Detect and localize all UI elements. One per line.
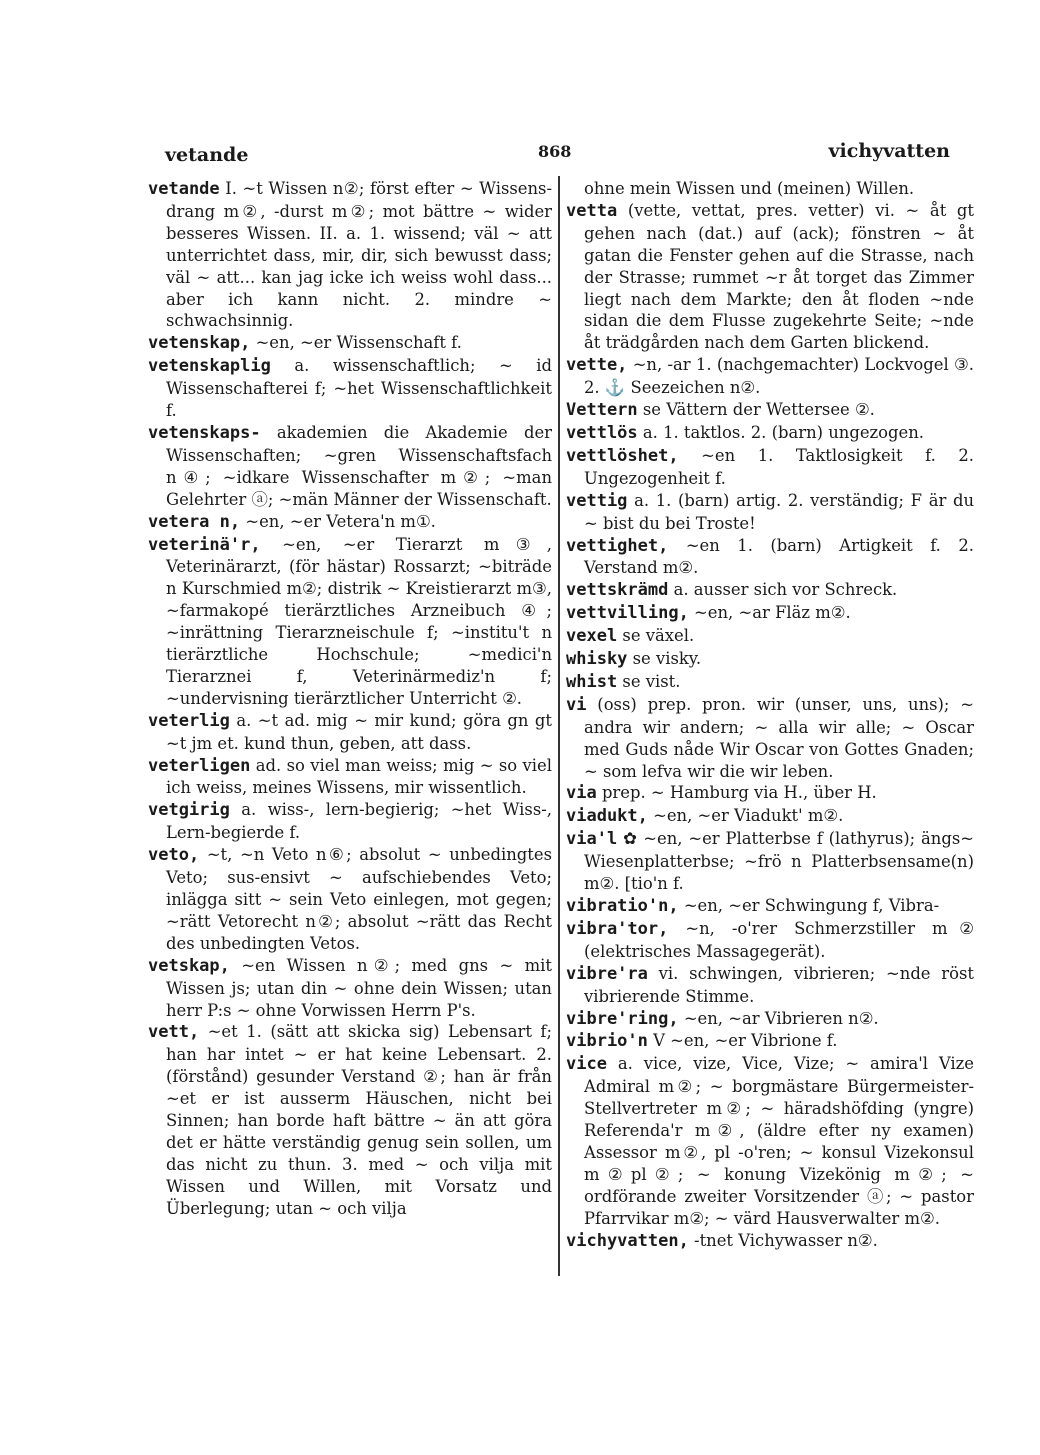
definition: I. ~t Wissen n②; först efter ~ Wissens-drang m②, -durst m②; mot bättre ~ wider besseres Wissen. II. a. 1. wissend; väl ~ att unterrichtet dass, mir, dir, sich bewusst dass; väl ~ att... kan jag icke ich weiss wohl dass... aber ich kann nicht. 2. mindre ~ schwachsinnig.: [166, 179, 552, 331]
headword: veto,: [148, 845, 200, 866]
dictionary-entry: [566, 625, 974, 648]
dictionary-entry: [566, 963, 974, 1008]
headword: vettig: [566, 490, 628, 511]
dictionary-entry: [566, 1230, 974, 1253]
definition: ~en 1. (barn) Artigkeit f. 2. Verstand m②.: [584, 535, 974, 578]
definition: ~en Wissen n②; med gns ~ mit Wissen js; utan din ~ ohne dein Wissen; utan herr P:s ~ ohne Vorwissen Herrn P's.: [166, 955, 552, 1020]
definition: ~en, ~er Viadukt' m②.: [653, 806, 844, 826]
headword: whisky: [566, 649, 628, 670]
column-divider: [558, 176, 560, 1276]
dictionary-entry: [566, 805, 974, 828]
definition: (oss) prep. pron. wir (unser, uns, uns); ~ andra wir andern; ~ alla wir alle; ~ Oscar med Guds nåde Wir Oscar von Gottes Gnaden; ~ som lefva wir die wir leben.: [584, 694, 974, 781]
page-header: [0, 140, 1040, 170]
headword: vettlös: [566, 422, 638, 443]
definition: a. vice, vize, Vice, Vize; ~ amira'l Vize Admiral m②; ~ borgmästare Bürgermeister-Stellvertreter m②; ~ häradshöfding (yngre) Referenda'r m②, (äldre efter ny examen) Assessor m②, pl -o'ren; ~ konsul Vizekonsul m②pl②; ~ konung Vizekönig m②; ~ ordförande zweiter Vorsitzender ⓐ; ~ pastor Pfarrvikar m②; ~ värd Hausverwalter m②.: [584, 1054, 974, 1228]
headword: vibre'ring,: [566, 1008, 679, 1029]
definition: ~n, -ar 1. (nachgemachter) Lockvogel ③. 2. ⚓ Seezeichen n②.: [584, 355, 974, 398]
definition: se växel.: [622, 626, 695, 646]
dictionary-entry: [566, 671, 974, 694]
headword: vettskrämd: [566, 580, 669, 601]
definition: ~et 1. (sätt att skicka sig) Lebensart f; han har intet ~ er hat keine Lebensart. 2. (förstånd) gesunder Verstand ②; han är från ~et er ist ausserm Häuschen, nicht bei Sinnen; han borde haft bättre ~ än att göra det er hätte verständig genug sein sollen, um das nicht zu thun. 3. med ~ och vilja mit Wissen und Willen, mit Vorsatz und Überlegung; utan ~ och vilja: [166, 1022, 552, 1218]
headword: vettighet,: [566, 535, 669, 556]
definition: ~n, -o'rer Schmerzstiller m② (elektrisches Massagegerät).: [584, 918, 974, 961]
definition: ~en, ~ar Fläz m②.: [694, 603, 851, 623]
dictionary-entry: [148, 755, 552, 800]
definition: ✿ ~en, ~er Platterbse f (lathyrus); ängs~ Wiesenplatterbse; ~frö n Platterbsensame(n) m②. [tio'n f.: [584, 829, 974, 894]
definition: -tnet Vichywasser n②.: [694, 1230, 878, 1250]
dictionary-entry: [566, 1030, 974, 1053]
dictionary-entry: [148, 534, 552, 710]
headword: vibratio'n,: [566, 896, 679, 916]
dictionary-entry: [566, 579, 974, 602]
dictionary-entry: [566, 422, 974, 445]
headword: veterlig: [148, 710, 230, 731]
headword: vetenskaps-: [148, 422, 261, 443]
headword: vetenskaplig: [148, 356, 271, 377]
definition: se visky.: [632, 649, 702, 669]
headword: vetgirig: [148, 800, 230, 821]
dictionary-entry: [148, 511, 552, 534]
definition: akademien die Akademie der Wissenschaften; ~gren Wissenschaftsfach n④; ~idkare Wissenschafter m②; ~man Gelehrter ⓐ; ~män Männer der Wissenschaft.: [166, 422, 552, 509]
headword: vibre'ra: [566, 963, 648, 984]
definition: ~t, ~n Veto n⑥; absolut ~ unbedingtes Veto; sus-ensivt ~ aufschiebendes Veto; inlägga sitt ~ sein Veto einlegen, mot gegen; ~rätt Vetorecht n②; absolut ~rätt das Recht des unbedingten Vetos.: [166, 845, 552, 953]
left-column: [148, 178, 552, 1220]
headword: vetande: [148, 179, 220, 199]
headword: via: [566, 783, 597, 804]
definition: a. ~t ad. mig ~ mir kund; göra gn gt ~t jm et. kund thun, geben, att dass.: [166, 710, 553, 753]
headword: vettlöshet,: [566, 445, 679, 466]
headword: veterligen: [148, 755, 251, 776]
dictionary-entry: [148, 355, 552, 422]
running-head-right: vichyvatten: [828, 140, 950, 162]
headword: vettvilling,: [566, 603, 689, 624]
dictionary-entry: [566, 535, 974, 580]
definition: (vette, vettat, pres. vetter) vi. ~ åt gt gehen nach (dat.) auf (ack); fönstren ~ åt gatan die Fenster gehen auf die Strasse, nach der Strasse; rummet ~r åt torget das Zimmer liegt nach dem Markte; den åt floden ~nde sidan die dem Flusse zugekehrte Seite; ~nde åt trädgården nach dem Garten blickend.: [584, 200, 974, 353]
dictionary-entry: [148, 710, 552, 755]
headword: vetta: [566, 200, 618, 221]
dictionary-entry: [566, 782, 974, 805]
dictionary-entry: [566, 602, 974, 625]
dictionary-entry: [566, 694, 974, 783]
right-column: [566, 178, 974, 1253]
headword: via'l: [566, 829, 618, 850]
definition: ~en, ~ar Vibrieren n②.: [683, 1008, 879, 1028]
definition: a. 1. taktlos. 2. (barn) ungezogen.: [642, 422, 925, 442]
headword: vett,: [148, 1022, 200, 1043]
dictionary-entry: [148, 332, 552, 355]
headword: vetskap,: [148, 955, 230, 976]
running-head-left: vetande: [165, 144, 249, 166]
definition: ~en, ~er Tierarzt m③, Veterinärarzt, (för hästar) Rossarzt; ~biträde n Kurschmied m②; distrik ~ Kreistierarzt m③, ~farmakopé tierärztliches Arzneibuch ④; ~inrättning Tierarzneischule f; ~institu't n tierärztliche Hochschule; ~medici'n Tierarznei f, Veterinärmediz'n f; ~undervisning tierärztlicher Unterricht ②.: [166, 534, 552, 708]
definition: a. wissenschaftlich; ~ id Wissenschafterei f; ~het Wissenschaftlichkeit f.: [166, 356, 552, 421]
entry-continuation: ohne mein Wissen und (meinen) Willen.: [584, 179, 915, 198]
dictionary-entry: [566, 1008, 974, 1031]
headword: vice: [566, 1054, 607, 1075]
dictionary-entry: [566, 648, 974, 671]
headword: vi: [566, 694, 587, 715]
dictionary-entry: [148, 1021, 552, 1219]
headword: vette,: [566, 355, 628, 376]
definition: ~en, ~er Schwingung f, Vibra-: [683, 896, 940, 915]
definition: vi. schwingen, vibrieren; ~nde röst vibrierende Stimme.: [584, 963, 974, 1006]
definition: a. wiss-, lern-begierig; ~het Wiss-, Lern-begierde f.: [166, 800, 552, 843]
definition: ~en, ~er Vetera'n m①.: [245, 511, 436, 531]
definition: ad. so viel man weiss; mig ~ so viel ich weiss, meines Wissens, mir wissentlich.: [166, 755, 552, 798]
headword: vetera n,: [148, 511, 241, 532]
definition: V ~en, ~er Vibrione f.: [653, 1031, 838, 1051]
headword: vetenskap,: [148, 333, 251, 354]
dictionary-entry: [148, 422, 552, 511]
headword: veterinä'r,: [148, 534, 261, 555]
headword: viadukt,: [566, 806, 648, 827]
definition: ~en 1. Taktlosigkeit f. 2. Ungezogenheit f.: [584, 445, 974, 488]
dictionary-entry: [566, 200, 974, 354]
definition: prep. ~ Hamburg via H., über H.: [601, 783, 877, 803]
definition: ~en, ~er Wissenschaft f.: [255, 333, 462, 353]
headword: vibra'tor,: [566, 918, 669, 939]
dictionary-entry: [566, 918, 974, 963]
dictionary-entry: [148, 178, 552, 332]
dictionary-entry: [566, 828, 974, 895]
headword: vichyvatten,: [566, 1230, 689, 1251]
dictionary-entry: [566, 445, 974, 490]
dictionary-entry: [566, 1053, 974, 1229]
dictionary-entry: [148, 844, 552, 955]
dictionary-entry: [566, 399, 974, 422]
page-number: 868: [538, 142, 572, 161]
definition: se vist.: [622, 671, 681, 691]
headword: vibrio'n: [566, 1031, 648, 1052]
definition: a. 1. (barn) artig. 2. verständig; F är du ~ bist du bei Troste!: [584, 490, 974, 533]
headword: vexel: [566, 626, 618, 647]
dictionary-entry: [148, 799, 552, 844]
dictionary-entry: [148, 955, 552, 1022]
headword: Vettern: [566, 400, 638, 421]
dictionary-entry: [566, 354, 974, 399]
dictionary-entry: [566, 895, 974, 918]
dictionary-entry: [566, 490, 974, 535]
definition: a. ausser sich vor Schreck.: [673, 580, 898, 600]
definition: se Vättern der Wettersee ②.: [642, 400, 875, 420]
headword: whist: [566, 671, 618, 692]
